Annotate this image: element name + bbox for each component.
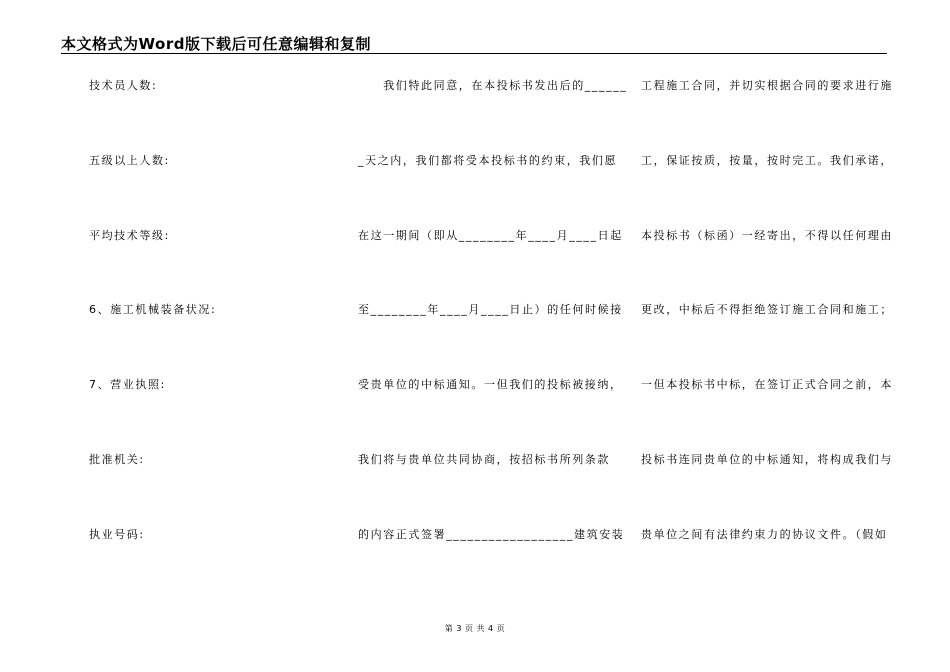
column-line: 执业号码: — [89, 528, 145, 541]
column-line: 的内容正式签署__________________建筑安装 — [358, 528, 625, 541]
column-line: 6、施工机械装备状况: — [89, 303, 217, 316]
column-line: 一但本投标书中标，在签订正式合同之前，本 — [641, 378, 893, 391]
column-line: 本投标书（标函）一经寄出，不得以任何理由 — [641, 229, 893, 242]
header-divider — [61, 53, 887, 54]
column-line: 工，保证按质，按量，按时完工。我们承诺， — [641, 154, 893, 167]
column-line: 技术员人数: — [89, 79, 158, 92]
column-line: _天之内，我们都将受本投标书的约束，我们愿 — [358, 154, 618, 167]
column-line: 至________年____月____日止）的任何时候接 — [358, 303, 623, 316]
column-line: 受贵单位的中标通知。一但我们的投标被接纳， — [358, 378, 623, 391]
column-line: 平均技术等级: — [89, 229, 170, 242]
column-line: 批准机关: — [89, 453, 145, 466]
column-line: 五级以上人数: — [89, 154, 170, 167]
column-line: 7、营业执照: — [89, 378, 166, 391]
column-line: 投标书连同贵单位的中标通知，将构成我们与 — [641, 453, 893, 466]
column-line: 我们将与贵单位共同协商，按招标书所列条款 — [358, 453, 610, 466]
page-number-footer: 第 3 页 共 4 页 — [444, 624, 506, 633]
document-header-title: 本文格式为Word版下载后可任意编辑和复制 — [61, 35, 371, 53]
column-line: 我们特此同意，在本投标书发出后的______ — [358, 79, 628, 92]
column-line: 工程施工合同，并切实根据合同的要求进行施 — [641, 79, 893, 92]
column-line: 在这一期间（即从________年____月____日起 — [358, 229, 623, 242]
column-line: 贵单位之间有法律约束力的协议文件。（假如 — [641, 528, 888, 541]
column-line: 更改，中标后不得拒绝签订施工合同和施工； — [641, 303, 893, 316]
